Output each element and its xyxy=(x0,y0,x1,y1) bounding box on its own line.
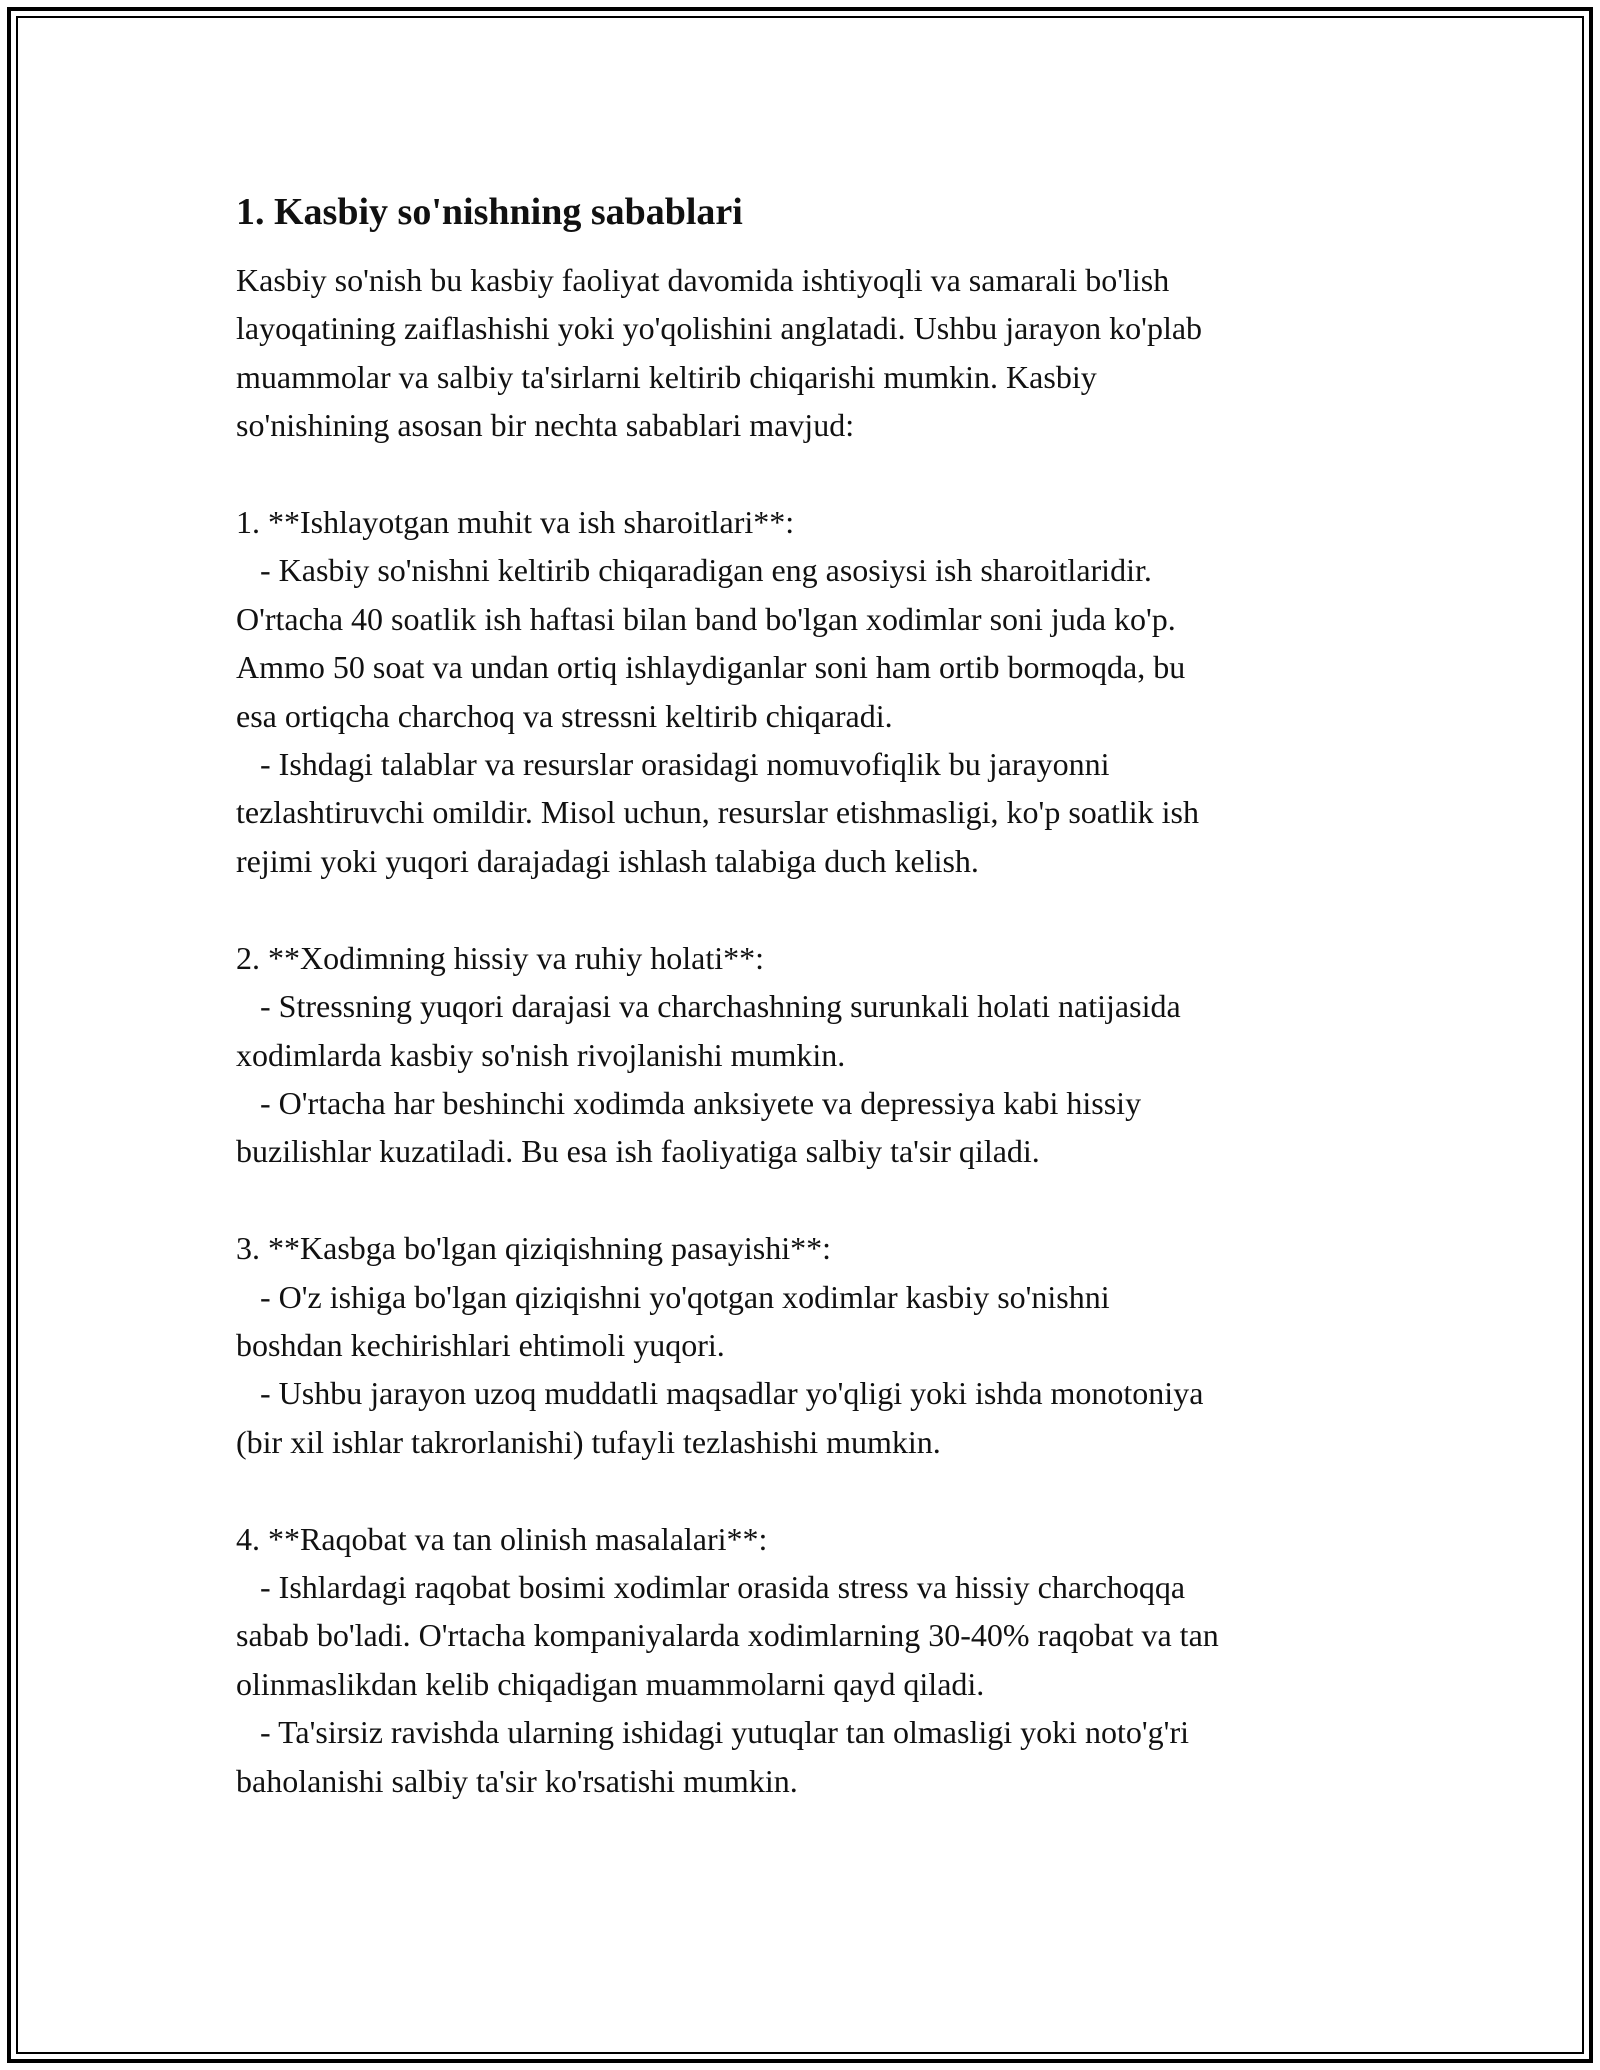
document-body-text: Kasbiy so'nish bu kasbiy faoliyat davomida ishtiyoqli va samarali bo'lish layoqatining zaiflashishi yoki yo'qolishini anglatadi. Ushbu jarayon ko'plab muammolar va salbiy ta'sirlarni keltirib chiqarishi mumkin. Kasbiy so'nishining asosan bir nechta sabablari mavjud: 1. **Ishlayotgan muhit va ish sharoitlari**: - Kasbiy so'nishni keltirib chiqaradigan eng asosiysi ish sharoitlaridir. O'rtacha 40 soatlik ish haftasi bilan band bo'lgan xodimlar soni juda ko'p. Ammo 50 soat va undan ortiq ishlaydiganlar soni ham ortib bormoqda, bu esa ortiqcha charchoq va stressni keltirib chiqaradi. - Ishdagi talablar va resurslar orasidagi nomuvofiqlik bu jarayonni tezlashtiruvchi omildir. Misol uchun, resurslar etishmasligi, ko'p soatlik ish rejimi yoki yuqori darajadagi ishlash talabiga duch kelish. 2. **Xodimning hissiy va ruhiy holati**: - Stressning yuqori darajasi va charchashning surunkali holati natijasida xodimlarda kasbiy so'nish rivojlanishi mumkin. - O'rtacha har beshinchi xodimda anksiyete va depressiya kabi hissiy buzilishlar kuzatiladi. Bu esa ish faoliyatiga salbiy ta'sir qiladi. 3. **Kasbga bo'lgan qiziqishning pasayishi**: - O'z ishiga bo'lgan qiziqishni yo'qotgan xodimlar kasbiy so'nishni boshdan kechirishlari ehtimoli yuqori. - Ushbu jarayon uzoq muddatli maqsadlar yo'qligi yoki ishda monotoniya (bir xil ishlar takrorlanishi) tufayli tezlashishi mumkin. 4. **Raqobat va tan olinish masalalari**: - Ishlardagi raqobat bosimi xodimlar orasida stress va hissiy charchoqqa sabab bo'ladi. O'rtacha kompaniyalarda xodimlarning 30-40% raqobat va tan olinmaslikdan kelib chiqadigan muammolarni qayd qiladi. - Ta'sirsiz ravishda ularning ishidagi yutuqlar tan olmasligi yoki noto'g'ri baholanishi salbiy ta'sir ko'rsatishi mumkin. xyxy=(236,262,1219,1799)
document-page xyxy=(236,186,1386,1805)
document-heading: 1. Kasbiy so'nishning sabablari xyxy=(236,191,743,233)
